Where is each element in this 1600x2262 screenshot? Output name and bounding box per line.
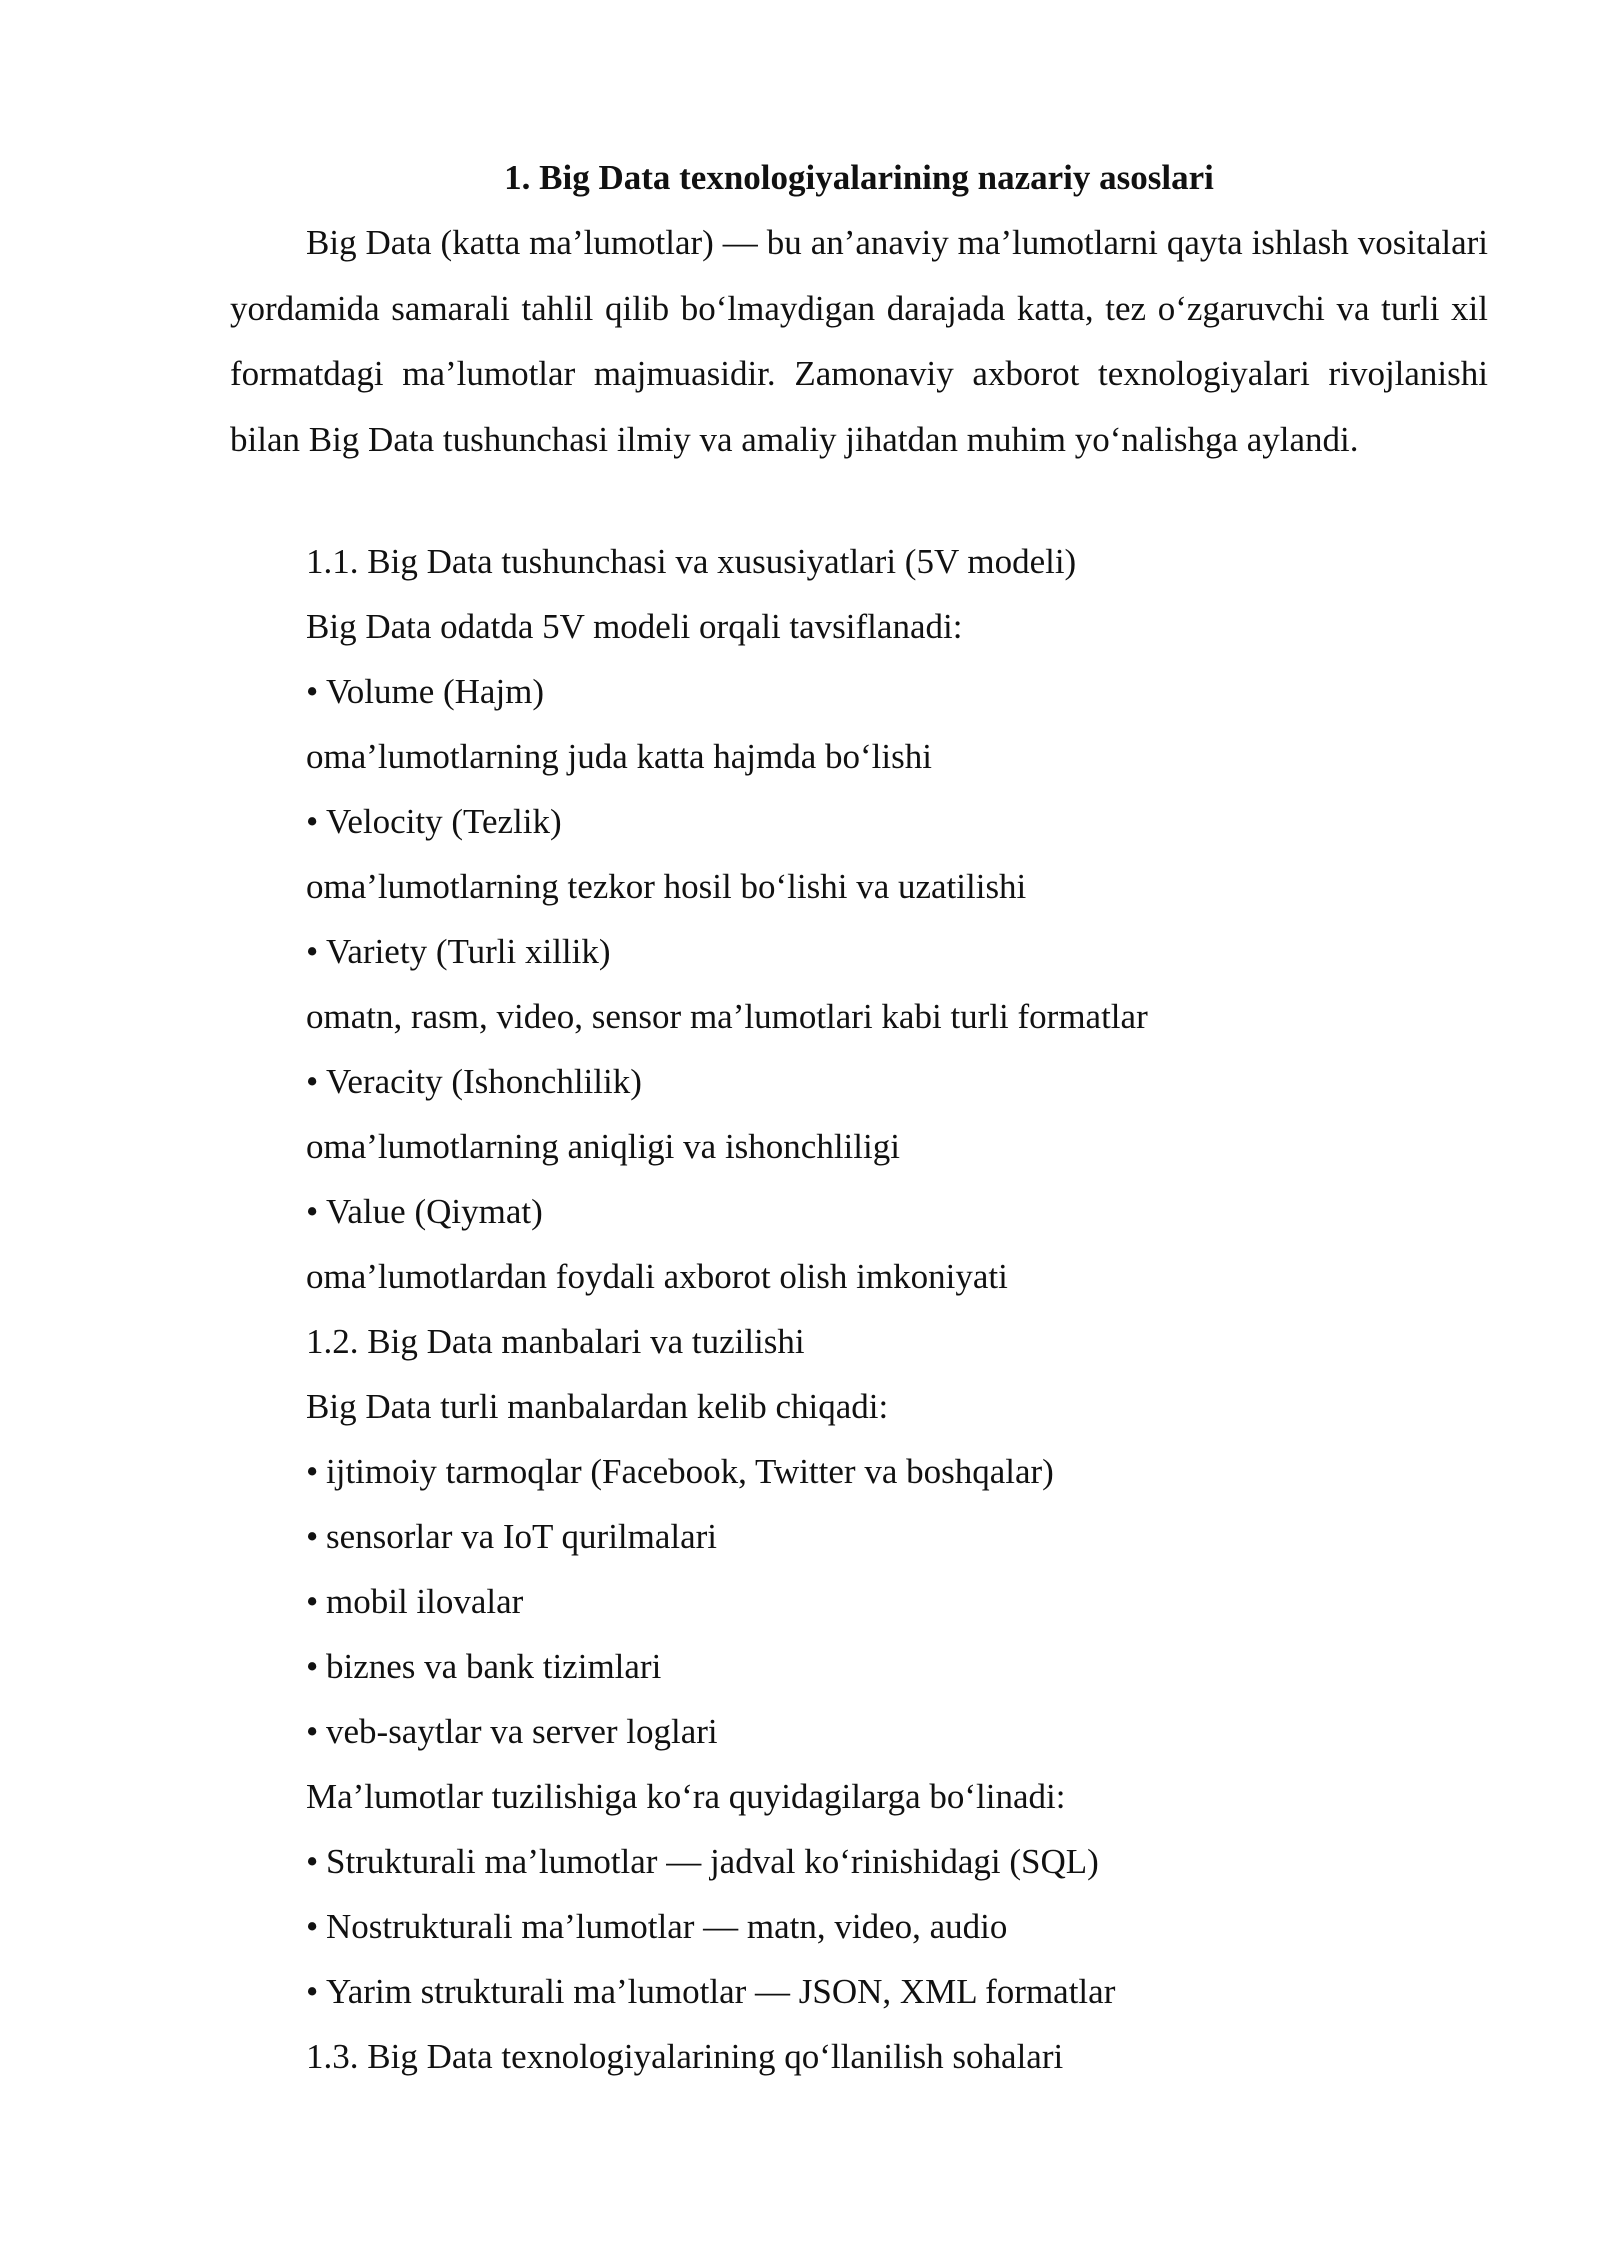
subsection-title-1-3: 1.3. Big Data texnologiyalarining qo‘llanilish sohalari xyxy=(306,2037,1064,2076)
bullet-text: veb-saytlar va server loglari xyxy=(326,1712,718,1751)
bullet-text: Veracity (Ishonchlilik) xyxy=(326,1062,642,1101)
bullet-text: Volume (Hajm) xyxy=(326,672,545,711)
desc-velocity: oma’lumotlarning tezkor hosil bo‘lishi va uzatilishi xyxy=(306,867,1027,906)
structure-item xyxy=(306,1897,1007,1957)
subsection-lead-1-2: Big Data turli manbalardan kelib chiqadi: xyxy=(306,1387,889,1426)
bullet-text: ijtimoiy tarmoqlar (Facebook, Twitter va boshqalar) xyxy=(326,1452,1054,1491)
desc-variety: omatn, rasm, video, sensor ma’lumotlari kabi turli formatlar xyxy=(306,997,1148,1036)
subsection-title-1-1: 1.1. Big Data tushunchasi va xususiyatlari (5V modeli) xyxy=(306,542,1077,581)
structure-item xyxy=(306,1962,1115,2022)
bullet-dot: • xyxy=(306,1907,319,1946)
bullet-velocity xyxy=(306,792,562,852)
bullet-dot: • xyxy=(306,1712,319,1751)
bullet-dot: • xyxy=(306,1647,319,1686)
bullet-volume xyxy=(306,662,544,722)
source-item xyxy=(306,1442,1054,1502)
bullet-text: biznes va bank tizimlari xyxy=(326,1647,662,1686)
bullet-text: Yarim strukturali ma’lumotlar — JSON, XML formatlar xyxy=(326,1972,1116,2011)
bullet-dot: • xyxy=(306,1517,319,1556)
source-item xyxy=(306,1702,718,1762)
bullet-text: Value (Qiymat) xyxy=(326,1192,543,1231)
bullet-text: Strukturali ma’lumotlar — jadval ko‘rinishidagi (SQL) xyxy=(326,1842,1099,1881)
source-item xyxy=(306,1637,661,1697)
structure-item xyxy=(306,1832,1099,1892)
desc-veracity: oma’lumotlarning aniqligi va ishonchliligi xyxy=(306,1127,900,1166)
bullet-text: mobil ilovalar xyxy=(326,1582,524,1621)
bullet-dot: • xyxy=(306,672,319,711)
bullet-dot: • xyxy=(306,932,319,971)
bullet-text: Velocity (Tezlik) xyxy=(326,802,562,841)
source-item xyxy=(306,1572,523,1632)
desc-value: oma’lumotlardan foydali axborot olish imkoniyati xyxy=(306,1257,1008,1296)
bullet-dot: • xyxy=(306,802,319,841)
bullet-dot: • xyxy=(306,1972,319,2011)
subsection-lead-1-1: Big Data odatda 5V modeli orqali tavsiflanadi: xyxy=(306,607,963,646)
bullet-dot: • xyxy=(306,1842,319,1881)
bullet-text: Variety (Turli xillik) xyxy=(326,932,611,971)
source-item xyxy=(306,1507,717,1567)
structure-lead: Ma’lumotlar tuzilishiga ko‘ra quyidagilarga bo‘linadi: xyxy=(306,1777,1066,1816)
bullet-dot: • xyxy=(306,1062,319,1101)
subsection-title-1-2: 1.2. Big Data manbalari va tuzilishi xyxy=(306,1322,805,1361)
desc-volume: oma’lumotlarning juda katta hajmda bo‘lishi xyxy=(306,737,932,776)
bullet-dot: • xyxy=(306,1582,319,1621)
intro-paragraph: Big Data (katta ma’lumotlar) — bu an’anaviy ma’lumotlarni qayta ishlash vositalari yordamida samarali tahlil qilib bo‘lmaydigan darajada katta, tez o‘zgaruvchi va turli xil formatdagi ma’lumotlar majmuasidir. Zamonaviy axborot texnologiyalari rivojlanishi bilan Big Data tushunchasi ilmiy va amaliy jihatdan muhim yo‘nalishga aylandi. xyxy=(230,223,1488,459)
bullet-text: Nostrukturali ma’lumotlar — matn, video, audio xyxy=(326,1907,1008,1946)
section-heading: 1. Big Data texnologiyalarining nazariy asoslari xyxy=(504,158,1214,197)
bullet-text: sensorlar va IoT qurilmalari xyxy=(326,1517,718,1556)
bullet-veracity xyxy=(306,1052,642,1112)
bullet-value xyxy=(306,1182,543,1242)
bullet-dot: • xyxy=(306,1192,319,1231)
bullet-dot: • xyxy=(306,1452,319,1491)
bullet-variety xyxy=(306,922,611,982)
